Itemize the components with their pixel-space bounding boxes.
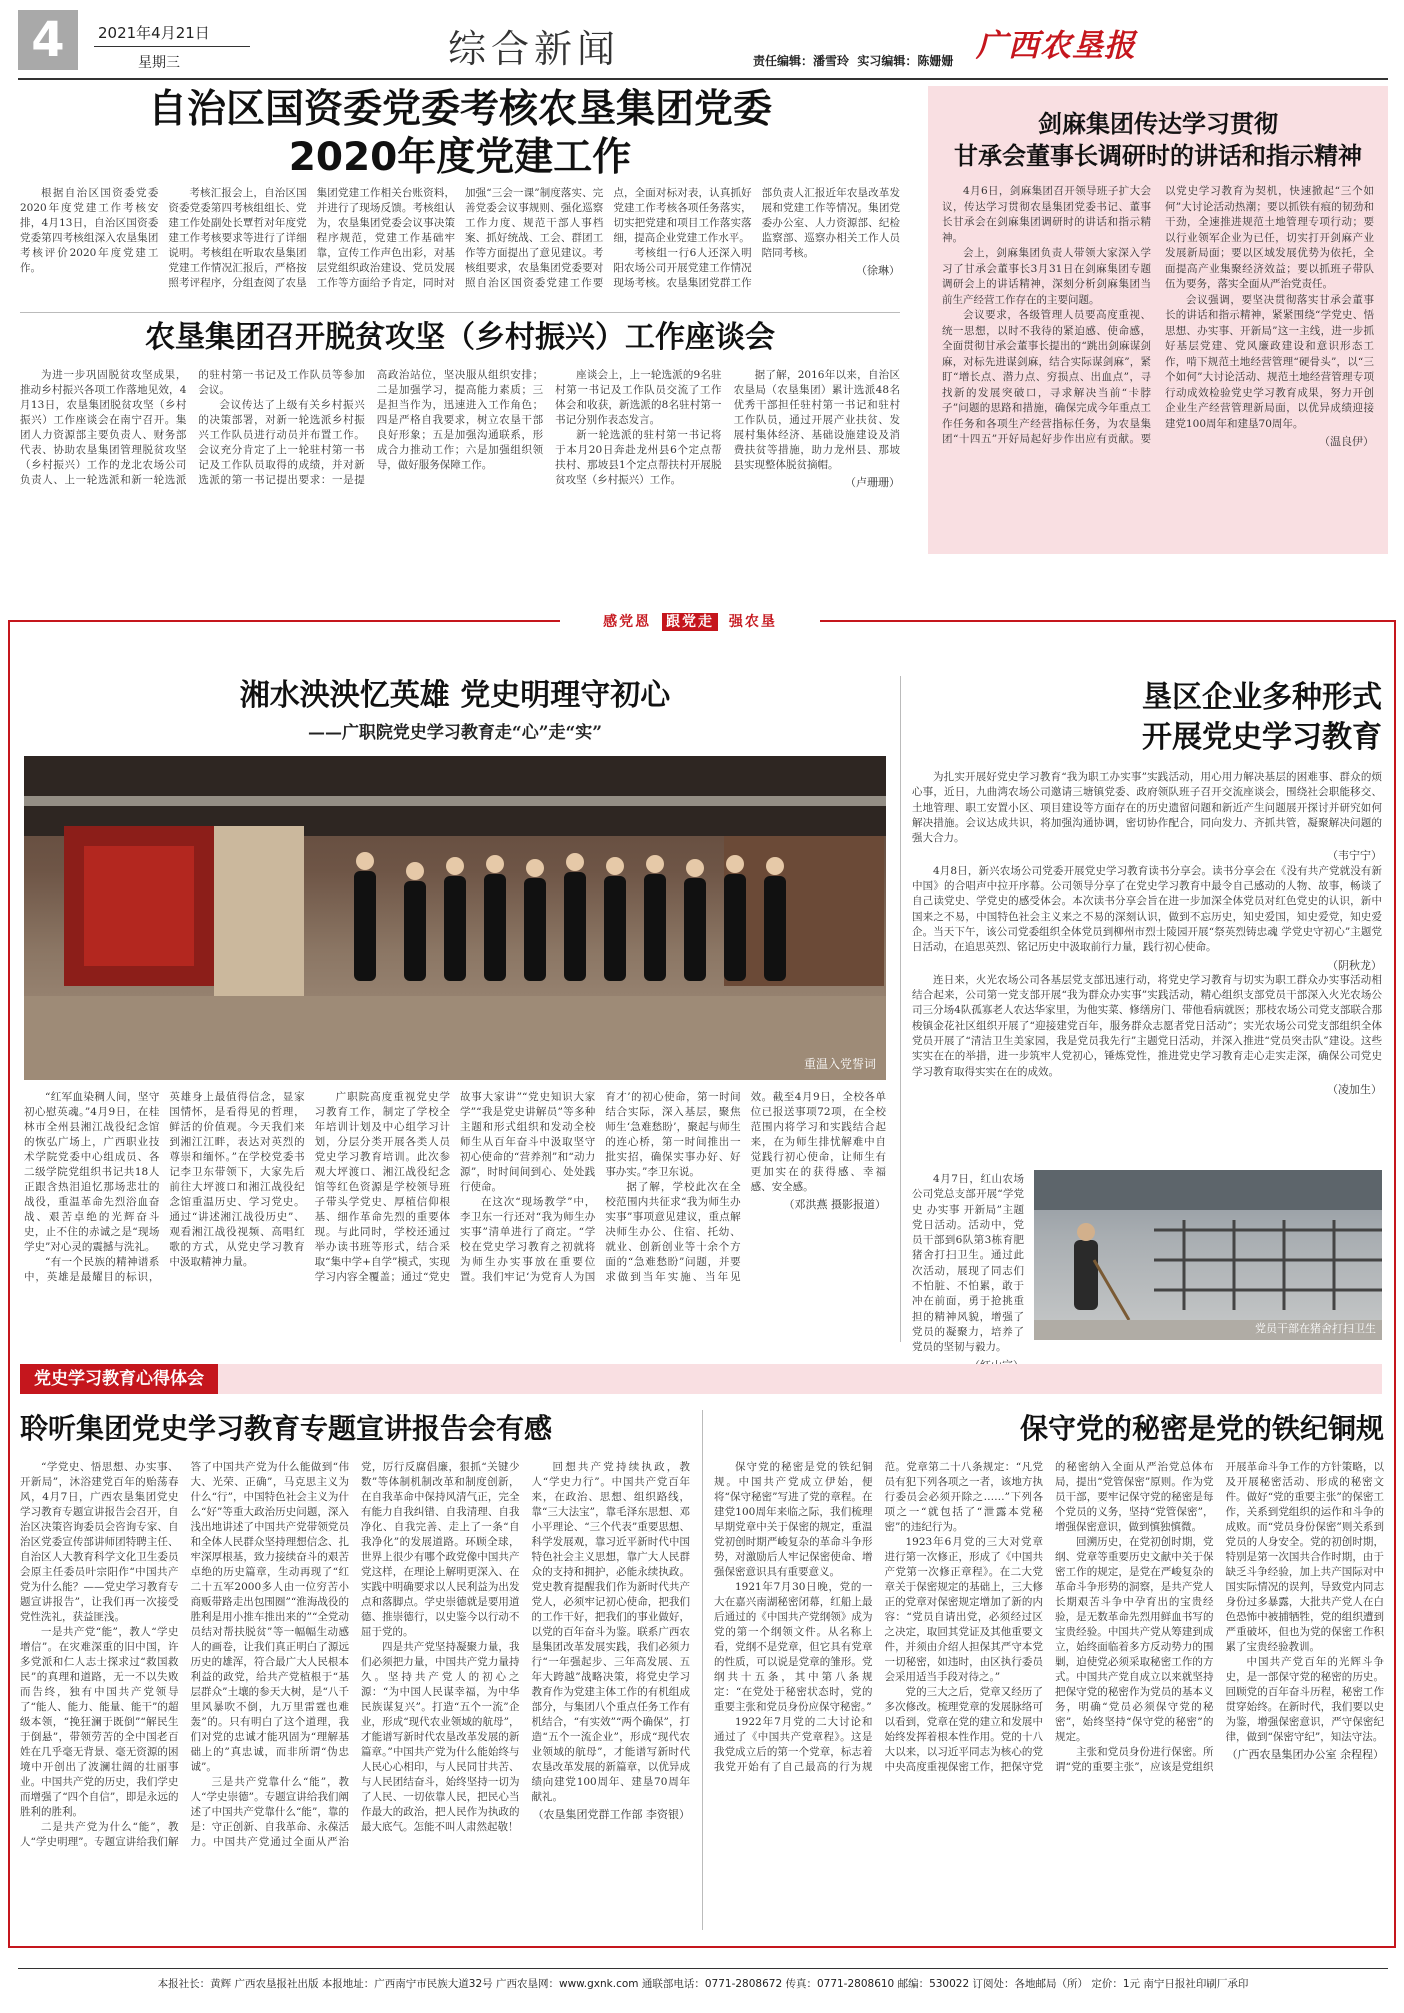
art2-body [942,184,1374,534]
issue-date: 2021年4月21日 [98,24,210,42]
art6-byline: （农垦集团党群工作部 李资银） [532,1808,690,1821]
art4-photo-caption: 重温入党誓词 [803,1057,876,1071]
ceremony-scene [24,756,886,1080]
art6-paragraph: 三是共产党靠什么“能”，教人“学史崇德”。专题宣讲给我们阐述了中国共产党靠什么“能”，靠的是：守正创新、自我革命、永葆活力。中国共产党通过全面从严治党，厉行反腐倡廉，狠抓“关键少数”等体制机制改革和制度创新，在自我革命中保持风清气正，完全有能力自我纠错、自我清理、自我净化、自我完善、走上了一条“自我净化”的发展道路。环顾全球，世界上很少有哪个政党像中国共产党这样，在理论上解明更深入、在实践中明确要求以人民利益为出发点和落脚点。学史崇德就是要用道德、推崇德行，以史鉴今以行动不屈于党的。 [190,1461,520,1848]
art7-paragraph: 中国共产党百年的光辉斗争史，是一部保守党的秘密的历史。回顾党的百年奋斗历程，秘密工作贯穿始终。在新时代，我们要以史为鉴，增强保密意识，严守保密纪律，做到“保密守纪”，知法守法。 [1225,1656,1384,1743]
art1-title-line2: 2020年度党建工作 [288,135,632,180]
art4-paragraph: 广职院高度重视党史学习教育工作，制定了学校全年培训计划及中心组学习计划，分层分类开展各类人员党史学习教育培训。此次参观大坪渡口、湘江战役纪念馆等红色资源是学校领导班子带头学党史、厚植信仰根基、细作革命先烈的重要体现。与此同时，学校还通过举办读书班等形式，结合采取“集中学+自学”模式，实现学习内容全覆盖；通过“党史故事大家讲”“党史知识大家学”“我是党史讲解员”等多种主题和形式组织和发动全校师生从百年奋斗中汲取坚守初心使命的“营养剂”和“动力源”，时时间间到心、处处践行使命。 [314,1091,596,1283]
art5-byline: （阴秋龙） [1327,958,1382,972]
art4-subtitle: ——广职院党史学习教育走“心”走“实” [307,723,603,743]
art7-byline: （广西农垦集团办公室 余程程） [1226,1748,1384,1761]
art3-paragraph: 为进一步巩固脱贫攻坚成果，推动乡村振兴各项工作落地见效，4月13日，农垦集团脱贫攻坚（乡村振兴）工作座谈会在南宁召开。集团人力资源部主要负责人、财务部代表、协助农垦集团管理脱贫攻坚（乡村振兴）工作的龙北农场公司负责人、上一轮选派和新一轮选派的驻村第一书记及工作队员等参加会议。 [20,369,365,486]
art4-paragraph: 在这次“现场教学”中，李卫东一行还对“我为师生办实事”清单进行了商定。“学校在党史学习教育之初就将为师生办实事放在重要位置。我们牢记‘为党育人为国育才’的初心使命，第一时间结合实际，深入基层，聚焦师生‘急难愁盼’，聚起与师生的连心桥，第一时间推出一批实招，确保实事办好、好事办实。”李卫东说。 [459,1091,741,1283]
art5-title [912,678,1382,758]
art1-paragraph: 考核汇报会上，自治区国资委党委第四考核组组长、党建工作处副处长覃哲对年度党建工作考核要求等进行了详细说明。考核组在听取农垦集团党建工作情况汇报后，严格按照考评程序，分组查阅了农垦集团党建工作相关台账资料，并进行了现场反馈。考核组认为，农垦集团党委会议事决策程序规范，党建工作基础牢靠，宣传工作声色出彩，对基层党组织政治建设、党员发展工作等方面给予肯定，同时对加强“三会一课”制度落实、完善党委会议事规则、强化巡察工作力度、规范干部人事档案、抓好统战、工会、群团工作等方面提出了意见建议。考核组要求，农垦集团党委要对照自治区国资委党建工作要点，全面对标对表，认真抓好党建工作考核各项任务落实，切实把党建和项目工作落实落细，提高企业党建工作水平。 [168,187,752,289]
editors-line: 责任编辑：潘雪玲 实习编辑：陈姗姗 [753,54,954,68]
art7-body [714,1460,1384,1930]
banner-mid: 跟党走 [662,613,718,631]
art1-title [20,86,900,182]
art2-byline: （温良伊） [1319,435,1374,448]
art3-paragraph: 座谈会上，上一轮选派的9名驻村第一书记及工作队员交流了工作体会和收获，新选派的8名驻村第一书记分别作表态发言。 [555,369,722,426]
art4-title: 湘水泱泱忆英雄 党史明理守初心 [239,678,671,713]
masthead [18,10,1388,82]
art7-title: 保守党的秘密是党的铁纪铜规 [1019,1412,1384,1445]
page-number: 4 [18,10,78,70]
art2-box [928,86,1388,554]
paper-logo: 广西农垦报 [976,28,1136,64]
banner-left: 感党恩 [603,614,652,630]
art6-paragraph: 一是共产党“能”，教人“学史增信”。在灾难深重的旧中国，许多党派和仁人志士探求过“救国救民”的真理和道路，无一不以失败而告终，独有中国共产党领导了“能人、能力、能量、能干”的超级本领，“挽狂澜于既倒”“解民生于倒悬”，带领劳苦的全中国老百姓在几乎毫无背景、毫无资源的困境中开创出了波澜壮阔的壮丽事业。中国共产党的历史，我们学史而增强了“四个自信”，即是永远的胜利的胜利。 [20,1626,179,1818]
art1-paragraph: 考核组一行6人还深入明阳农场公司开展党建工作情况现场考核。农垦集团党群工作部负责人汇报近年农垦改革发展和党建工作等情况。集团党委办公室、人力资源部、纪检监察部、巡察办相关工作人员陪同考核。 [613,187,900,289]
art5-title-line1: 垦区企业多种形式 [1142,680,1382,715]
art6-paragraph: 回想共产党持续执政，教人“学史力行”。中国共产党百年来，在政治、思想、组织路线，靠“三大法宝”，靠毛泽东思想、邓小平理论、“三个代表”重要思想、科学发展观，靠习近平新时代中国特色社会主义思想，靠广大人民群众的支持和拥护，必能永续执政。党史教育提醒我们作为新时代共产党人，必须牢记初心使命，把我们的工作干好，把我们的事业做好，以党的百年奋斗为鉴。联系广西农垦集团改革发展实践，我们必须力行“一年强起步、三年高发展、五年大跨越”战略决策，将党史学习教育作为党建主体工作的有机组成部分，与集团八个重点任务工作有机结合，“有实效”“两个确保”，打造“五个一流企业”，形成“现代农业领域的航母”，才能谱写新时代农垦改革发展的新篇章，以优异成绩向建党100周年、建垦70周年献礼。 [531,1461,690,1803]
art6-paragraph: “学党史、悟思想、办实事、开新局”，沐浴建党百年的贻荡春风，4月7日，广西农垦集团党史学习教育专题宣讲报告会召开，自治区决策咨询委员会咨询专家、自治区党委宣传部讲师团特聘主任、自治区人大教育科学文化卫生委员会原主任委员叶宗阳作“中国共产党为什么能？——党史学习教育专题宣讲报告”，让我们再一次接受党性洗礼，获益匪浅。 [20,1461,179,1623]
art5-byline: （韦宁宁） [1327,849,1382,863]
art5-paragraph: 连日来，火光农场公司各基层党支部迅速行动，将党史学习教育与切实为职工群众办实事活动相结合起来，公司第一党支部开展“我为群众办实事”实践活动，精心组织支部党员干部深入火光农场公司三分场4队孤寡老人农达华家里，为他实菜、修缮房门、带他看病就医；那枝农场公司党支部联合那梭镇金花社区组织开展了“迎接建党百年，服务群众志愿者党日活动”；实光农场公司党支部组织全体党员开展了“清洁卫生美家园，我是党员我先行”主题党日活动，并深入推进“党员突击队”建设。这些实实在在的举措，进一步筑牢人党初心，锤炼党性，推进党史学习教育走心走实走深，确保公司党史学习教育取得实实在在的成效。 [912,973,1382,1078]
art5-byline: （凌加生） [1327,1082,1382,1096]
section-label-bar [20,1364,1382,1394]
art3-paragraph: 据了解，2016年以来，自治区农垦局（农垦集团）累计选派48名优秀干部担任驻村第一书记和驻村工作队员，通过开展产业扶贫、发展村集体经济、基础设施建设及消费扶贫等措施，助力龙州县、那坡县实现整体脱贫摘帽。 [733,369,900,471]
art7-paragraph: 1922年7月党的二大讨论和通过了《中国共产党章程》。这是我党成立后的第一个党章，标志着我党开始有了自己最高的行为规范。党章第二十八条规定：“凡党员有犯下列各项之一者，该地方执行委员会必须开除之……”下列各项之一“就包括了“泄露本党秘密”的违纪行为。 [714,1461,1043,1773]
art5-body-bottom [912,1172,1024,1354]
art2-paragraph: 4月6日，剑麻集团召开领导班子扩大会议，传达学习贯彻农垦集团党委书记、董事长甘承会在剑麻集团调研时的讲话和指示精神。 [942,185,1151,244]
art5-photo [1034,1170,1382,1340]
art7-paragraph: 1923年6月党的三大对党章进行第一次修正，形成了《中国共产党第一次修正章程》。在二大党章关于保密规定的基础上，三大修正的党章对保密规定增加了新的内容：“党员自请出党，必须经过区之决定，取回其党证及其他重要文件，并须由介绍人担保其严守本党一切秘密，如违时，由区执行委员会采用适当手段对待之。” [884,1536,1043,1683]
art4-photo [24,756,886,1080]
art6-body [20,1460,690,1930]
art7-paragraph: 主张和党员身份进行保密。所谓“党的重要主张”，应该是党组织开展革命斗争工作的方针策略，以及开展秘密活动、形成的秘密文件。做好“党的重要主张”的保密工作，关系到党组织的运作和斗争的成败。而“党员身份保密”则关系到党员的人身安全。党的初创时期，特别是第一次国共合作时期，由于缺乏斗争经验，加上共产国际对中国实际情况的误判，导致党内同志身份过多暴露，大批共产党人在白色恐怖中被捕牺牲，党的组织遭到严重破坏，但也为党的保密工作积累了宝贵经验教训。 [1055,1461,1384,1773]
art1-title-line1: 自治区国资委党委考核农垦集团党委 [147,87,772,132]
pig-barn-scene [1034,1170,1382,1340]
art2-title: 剑麻集团传达学习贯彻 甘承会董事长调研时的讲话和指示精神 [954,110,1362,170]
art6-paragraph: 二是共产党为什么“能”，教人“学史明理”。专题宣讲给我们解答了中国共产党为什么能做到“伟大、光荣、正确”，马克思主义为什么“行”，中国特色社会主义为什么“好”等重大政治历史问题，深入浅出地讲述了中国共产党带领党员和全体人民群众坚持理想信念、扎牢深厚根基，致力接续奋斗的艰苦卓绝的历史篇章，生动再现了“红二十五军2000多人由一位穷苦小商贩带路走出包围圈”“淮海战役的胜利是用小推车推出来的”“全党动员结对帮扶脱贫”等一幅幅生动感人的画卷，让我们真正明白了源远历史的雄浑，符合最广大人民根本利益的政党，给共产党植根于“基层群众”土壤的参天大树，是“八千里风暴吹不倒，九万里雷霆也难轰”的。只有明白了这个道理，我们对党的忠诚才能巩固为“理解基础上的”真忠诚，而非所谓“伪忠诚”。 [20,1461,349,1848]
art4-body [24,1090,886,1344]
art5-paragraph: 4月7日，红山农场公司党总支部开展“学党史 办实事 开新局”主题党日活动。活动中，党员干部到6队第3栋育肥猪舍打扫卫生。通过此次活动，展现了同志们不怕脏、不怕累，敢于冲在前面，勇于抢挑重担的精神风貌，增强了党员的凝聚力，培养了党员的坚韧与毅力。 [912,1173,1024,1354]
banner-right: 强农垦 [728,614,777,630]
art5-title-line2: 开展党史学习教育 [1142,720,1382,755]
art4-paragraph: 据了解，学校此次在全校范围内共征求“我为师生办实事”事项意见建议，重点解决师生办公、住宿、托幼、就业、创新创业等十余个方面的“急难愁盼”问题，并要求做到当年实施、当年见效。截至4月9日，全校各单位已报送事项72项，在全校范围内将学习和实践结合起来，在为师生排忧解难中自觉践行初心使命，让师生有更加实在的获得感、幸福感、安全感。 [605,1091,886,1283]
art3-paragraph: 新一轮选派的驻村第一书记将于本月20日奔赴龙州县6个定点帮扶村、那坡县1个定点帮扶村开展脱贫攻坚（乡村振兴）工作。 [555,429,722,486]
section-label: 党史学习教育心得体会 [20,1364,218,1394]
art4-paragraph: “有一个民族的精神谱系中，英雄是最耀目的标识，英雄身上最值得信念，显家国情怀，是看得见的哲理，鲜活的价值观。今天我们来到湘江江畔，表达对英烈的尊崇和缅怀。”在学校党委书记李卫东带领下，大家先后前往大坪渡口和湘江战役纪念馆重温历史、学习党史。通过“讲述湘江战役历史”、观看湘江战役视频、高唱红歌的方式，从党史学习教育中汲取精神力量。 [24,1091,305,1283]
art5-body-top [912,770,1382,1170]
art1-byline: （徐琳） [855,264,900,277]
art1-paragraph: 根据自治区国资委党委2020年度党建工作考核安排，4月13日，自治区国资委党委第四考核组深入农垦集团考核评价2020年度党建工作。 [20,187,159,274]
art6-title: 聆听集团党史学习教育专题宣讲报告会有感 [20,1412,553,1445]
art3-paragraph: 会议传达了上级有关乡村振兴的决策部署，对新一轮选派乡村振兴工作队员进行动员并布置工作。会议充分肯定了上一轮驻村第一书记及工作队员取得的成绩，并对新选派的第一书记提出要求：一是提高政治站位，坚决服从组织安排；二是加强学习，提高能力素质；三是担当作为，迅速进入工作角色；四是严格自我要求，树立农垦干部良好形象；五是加强沟通联系，形成合力推动工作；六是加强组织领导，做好服务保障工作。 [198,369,544,486]
art2-paragraph: 会议强调，要坚决贯彻落实甘承会董事长的讲话和指示精神，紧紧围绕“学党史、悟思想、办实事、开新局”这一主线，进一步抓好基层党建、党风廉政建设和意识形态工作，啃下规范土地经营管理“硬骨头”，以“三个如何”大讨论活动、规范土地经营管理专项行动成效检验党史学习教育成果，努力开创企业生产经营管理新局面，以优异成绩迎接建党100周年和建垦70周年。 [1165,293,1374,430]
art2-paragraph: 会议要求，各级管理人员要高度重视、统一思想，以时不我待的紧迫感、使命感，全面贯彻甘承会董事长提出的“跳出剑麻谋剑麻，对标先进谋剑麻，结合实际谋剑麻”，紧盯“增长点、潜力点、穷损点、出血点”，寻找新的发展突破口，寻求解决当前“卡脖子”问题的思路和措施，确保完成今年重点工作任务和各项生产经营指标任务，为农垦集团“十四五”开好局起好步作出应有贡献。要以党史学习教育为契机，快速掀起“三个如何”大讨论活动热潮；要以抓铁有痕的韧劲和干劲，全速推进规范土地管理专项行动；要以行业领军企业为已任，切实打开剑麻产业发展新局面；要以区域发展优势为依托，全面提高产业集聚经济效益；要以抓班子带队伍为要务，落实全面从严治党责任。 [942,185,1374,445]
art5-paragraph: 4月8日，新兴农场公司党委开展党史学习教育读书分享会。读书分享会在《没有共产党就没有新中国》的合唱声中拉开序幕。公司领导分享了在党史学习教育中最令自己感动的人物、故事，畅谈了自己读党史、学党史的感受体会。本次读书分享会旨在进一步加深全体党员对红色党史的认识，新中国来之不易，中国特色社会主义来之不易的深刻认识，做到不忘历史，知史爱国，知史爱党，知史爱企。当天下午，该公司党委组织全体党员到柳州市烈士陵园开展“祭英烈铸忠魂 学党史守初心”主题党日活动，在追思英烈、铭记历史中汲取前行力量，践行初心使命。 [912,864,1382,954]
art5-paragraph: 为扎实开展好党史学习教育“我为职工办实事”实践活动，用心用力解决基层的困难事、群众的烦心事，近日，九曲湾农场公司邀请三塘镇党委、政府领队班子召开交流座谈会，围绕社会职能移交、土地管理、职工安置小区、项目建设等方面存在的历史遗留问题和新近产生问题展开探讨并研究如何解决措施。会议达成共识，将加强沟通协调，密切协作配合，同向发力、齐抓共管，凝聚解决问题的强大合力。 [912,771,1382,845]
feature-banner [560,610,820,634]
art7-paragraph: 回溯历史，在党初创时期，党纲、党章等重要历史文献中关于保密工作的规定，是党在严峻复杂的革命斗争形势的洞察，是共产党人长期艰苦斗争中孕育出的宝贵经验，是无数革命先烈用鲜血书写的宝贵经验。中国共产党从筹建到成立，始终面临着多方反动势力的围剿，迫使党必须采取秘密工作的方式。中国共产党自成立以来就坚持把保守党的秘密作为党员的基本义务，明确“党员必须保守党的秘密”，始终坚持“保守党的秘密”的规定。 [1055,1536,1214,1743]
art6-paragraph: 四是共产党坚持凝聚力量，我们必须把力量，中国共产党力量持久。坚持共产党人的初心之源：“为中国人民谋幸福，为中华民族谋复兴”。打造“五个一流”企业，形成“现代农业领域的航母”，才能谱写新时代农垦改革发展的新篇章。”中国共产党为什么能始终与人民心心相印，与人民同甘共苦、与人民团结奋斗，始终坚持一切为了人民、一切依靠人民，把民心当作最大的政治，把人民作为执政的最大底气。怎能不叫人肃然起敬！ [361,1641,520,1833]
art3-body [20,368,900,556]
art3-title: 农垦集团召开脱贫攻坚（乡村振兴）工作座谈会 [145,320,775,355]
footer-info: 本报社长：黄辉 广西农垦报社出版 本报地址：广西南宁市民族大道32号 广西农垦网：www.gxnk.com 通联部电话：0771-2808672 传真：0771-2808610 邮编：530022 订阅处：各地邮局（所） 定价：1元 南宁日报社印刷厂承印 [157,1978,1249,1990]
art5-photo-caption: 党员干部在猪舍打扫卫生 [1255,1322,1376,1335]
section-title: 综合新闻 [448,27,621,71]
art2-paragraph: 会上，剑麻集团负责人带领大家深入学习了甘承会董事长3月31日在剑麻集团专题调研会上的讲话精神，深刻分析剑麻集团当前生产经营工作存在的主要问题。 [942,247,1151,306]
art1-body [20,186,900,304]
art7-paragraph: 保守党的秘密是党的铁纪铜规。中国共产党成立伊始，便将“保守秘密”写进了党的章程。在建党100周年来临之际，我们梳理早期党章中关于保密的规定，重温党初创时期严峻复杂的革命斗争形势，对激励后人牢记保密使命、增强保密意识具有重要意义。 [714,1461,873,1578]
art7-paragraph: 党的三大之后，党章又经历了多次修改。梳理党章的发展脉络可以看到，党章在党的建立和发展中始终发挥着根本性作用。党的十八大以来，以习近平同志为核心的党中央高度重视保密工作，把保守党的秘密纳入全面从严治党总体布局，提出“党管保密”原则。作为党员干部，要牢记保守党的秘密是每个党员的义务，坚持“党管保密”，增强保密意识，做到慎独慎微。 [884,1461,1214,1773]
issue-weekday: 星期三 [138,55,180,71]
art3-byline: （卢珊珊） [844,476,900,489]
art4-paragraph: “红军血染稠人间，坚守初心慰英魂。”4月9日，在桂林市全州县湘江战役纪念馆的恢弘广场上，广西职业技术学院党委中心组成员、各二级学院党组织书记共18人正跟含热泪追忆那场悲壮的战役，重温革命先烈浴血奋战、艰苦卓绝的光辉奋斗史，止不住的赤诚之是“现场学史”对心灵的震撼与洗礼。 [24,1091,160,1253]
art4-byline: （邓洪燕 摄影报道） [783,1198,886,1211]
art7-paragraph: 1921年7月30日晚，党的一大在嘉兴南湖秘密闭幕，红船上最后通过的《中国共产党纲领》成为党的第一个纲领文件。从名称上看，党纲不是党章，但它具有党章的性质，可以说是党章的雏形。党纲共十五条，其中第八条规定：“在党处于秘密状态时，党的重要主张和党员身份应保守秘密。” [714,1581,873,1713]
